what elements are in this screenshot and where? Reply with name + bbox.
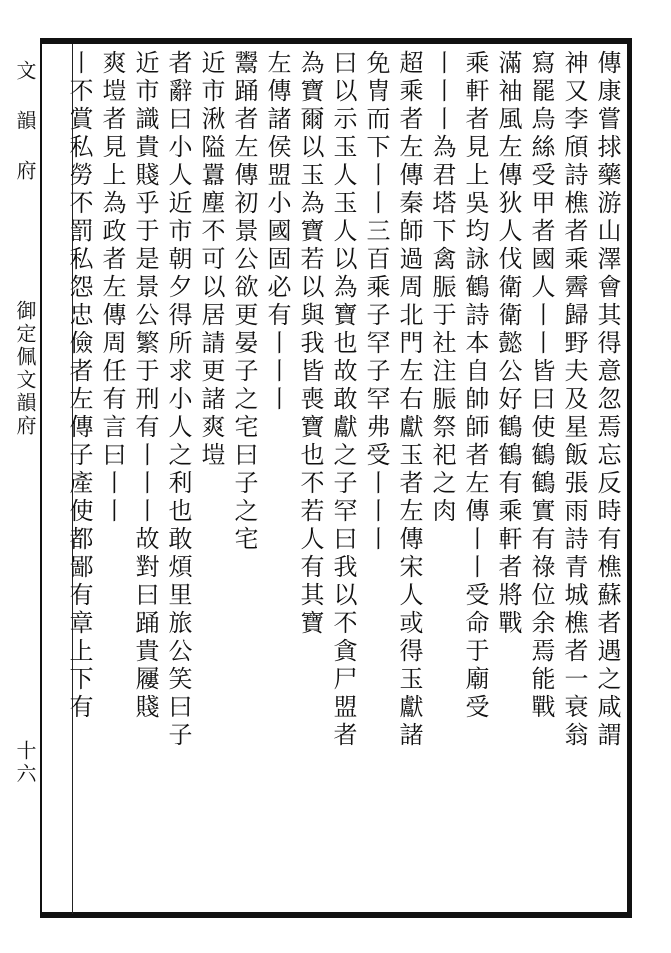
text-column-14: 者辭曰小人近市朝夕得所求小人之利也敢煩里旅公笑曰子: [164, 50, 192, 750]
margin-book-title: 御定佩文韻府: [13, 300, 37, 438]
text-column-17: 丨不賞私勞不罰私怨忠儉者左傳子產使都鄙有章上下有: [65, 50, 93, 722]
margin-running-title: 文 韻 府: [13, 60, 37, 183]
text-column-8: 免冑而下丨丨三百乘子罕子罕弗受丨丨丨: [362, 50, 390, 554]
text-column-3: 寫罷烏絲受甲者國人丨丨皆曰使鶴鶴實有祿位余焉能戰: [527, 50, 555, 722]
text-column-1: 傳康嘗捄藥游山澤會其得意忽焉忘反時有樵蘇者遇之咸謂: [593, 50, 621, 750]
text-column-5: 乘軒者見上吳均詠鶴詩本自帥師者左傳丨丨受命于廟受: [461, 50, 489, 722]
text-column-2: 神又李頎詩樵者乘霽歸野夫及星飯張雨詩青城樵者一衰翁: [560, 50, 588, 750]
text-column-11: 左傳諸侯盟小國固必有丨丨丨: [263, 50, 291, 414]
text-column-16: 爽塏者見上為政者左傳周任有言曰丨丨: [98, 50, 126, 526]
text-column-12: 鬻踊者左傳初景公欲更晏子之宅曰子之宅: [230, 50, 258, 554]
text-column-7: 超乘者左傳秦師過周北門左右獻玉者左傳宋人或得玉獻諸: [395, 50, 423, 750]
margin-page-number: 十六: [13, 740, 37, 786]
text-column-15: 近市識貴賤乎于是景公繁于刑有丨丨丨故對曰踊貴屨賤: [131, 50, 159, 722]
text-column-10: 為寶爾以玉為寶若以與我皆喪寶也不若人有其寶: [296, 50, 324, 638]
text-column-6: 丨丨丨為君塔下禽脤于社注脤祭祀之肉: [428, 50, 456, 526]
text-column-9: 曰以示玉人玉人以為寶也故敢獻之子罕曰我以不貪尸盟者: [329, 50, 357, 750]
text-column-13: 近市湫隘囂塵不可以居請更諸爽塏: [197, 50, 225, 470]
text-column-4: 滿袖風左傳狄人伐衛衛懿公好鶴鶴有乘軒者將戰: [494, 50, 522, 638]
